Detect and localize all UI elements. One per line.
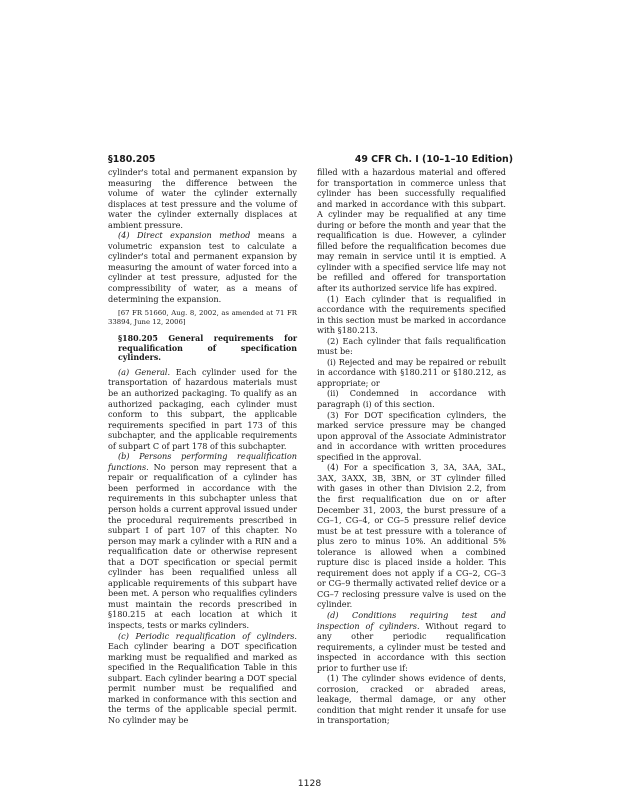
- paragraph-b: [108, 451, 297, 630]
- continued-paragraph: filled with a hazardous material and offered for transportation in commerce unless that cylinder has been successfully requalified and marked in accordance with this subpart. A cylinder may be requalified at any time during or before the month and year that the requalification is due. However, a cylinder filled before the requalification becomes due may remain in service until it is emptied. A cylinder with a specified service life may not be refilled and offered for transportation after its authorized service life has expired.: [317, 167, 506, 294]
- left-column: [108, 167, 297, 725]
- paragraph-c3: (3) For DOT specification cylinders, the marked service pressure may be changed upon approval of the Associate Administrator and in accordance with written procedures specified in the approval.: [317, 409, 506, 462]
- paragraph-d: [317, 610, 506, 673]
- paragraph-c1: (1) Each cylinder that is requalified in accordance with the requirements specified in this section must be marked in accordance with §180.213.: [317, 293, 506, 336]
- continued-paragraph: cylinder's total and permanent expansion by measuring the difference between the volume of water the cylinder externally displaces at test pressure and the volume of water the cylinder externally displaces at ambient pressure.: [108, 167, 297, 230]
- right-column: [317, 167, 506, 726]
- section-number: §180.205: [108, 154, 156, 165]
- page-header-title: 49 CFR Ch. I (10–1–10 Edition): [354, 154, 513, 165]
- paragraph-a: [108, 367, 297, 451]
- paragraph-c4: (4) For a specification 3, 3A, 3AA, 3AL, 3AX, 3AXX, 3B, 3BN, or 3T cylinder filled with gases in other than Division 2.2, from the first requalification due on or after December 31, 2003, the burst pressure of a CG–1, CG–4, or CG–5 pressure relief device must be at test pressure with a tolerance of plus zero to minus 10%. An additional 5% tolerance is allowed when a combined rupture disc is placed inside a holder. This requirement does not apply if a CG–2, CG–3 or CG–9 thermally activated relief device or a CG–7 reclosing pressure valve is used on the cylinder.: [317, 462, 506, 610]
- paragraph-4-label: (4) Direct expansion method: [118, 230, 251, 241]
- paragraph-b-label: (b) Persons performing requalification functions.: [108, 451, 297, 472]
- paragraph-c2: (2) Each cylinder that fails requalification must be:: [317, 335, 506, 357]
- paragraph-4-text: means a volumetric expansion test to calculate a cylinder's total and permanent expansion by measuring the amount of water forced into a cylinder at test pressure, adjusted for the compressibility of water, as a means of determining the expansion.: [108, 230, 297, 304]
- paragraph-d-text: Without regard to any other periodic requalification requirements, a cylinder must be tested and inspected in accordance with this section prior to further use if:: [317, 620, 506, 673]
- paragraph-4: [108, 230, 297, 304]
- paragraph-c2ii: (ii) Condemned in accordance with paragraph (i) of this section.: [317, 388, 506, 410]
- paragraph-b-text: No person may represent that a repair or requalification of a cylinder has been performed in accordance with the requirements in this subchapter unless that person holds a current approval issued under the procedural requirements prescribed in subpart I of part 107 of this chapter. No person may mark a cylinder with a RIN and a requalification date or otherwise represent that a DOT specification or special permit cylinder has been requalified unless all applicable requirements of this subpart have been met. A person who requalifies cylinders must maintain the records prescribed in §180.215 at each location at which it inspects, tests or marks cylinders.: [108, 461, 297, 631]
- paragraph-c-label: (c) Periodic requalification of cylinders.: [118, 630, 297, 641]
- paragraph-a-text: Each cylinder used for the transportation of hazardous materials must be an authorized packaging. To qualify as an authorized packaging, each cylinder must conform to this subpart, the applicable requirements specified in part 173 of this subchapter, and the applicable requirements of subpart C of part 178 of this subchapter.: [108, 366, 297, 451]
- paragraph-c-text: Each cylinder bearing a DOT specification marking must be requalified and marked as specified in the Requalification Table in this subpart. Each cylinder bearing a DOT special permit number must be requalified and marked in conformance with this section and the terms of the applicable special permit. No cylinder may be: [108, 641, 297, 725]
- paragraph-c: [108, 631, 297, 726]
- section-heading: §180.205 General requirements for requalification of specification cylinders.: [118, 334, 297, 363]
- paragraph-c2i: (i) Rejected and may be repaired or rebuilt in accordance with §180.211 or §180.212, as appropriate; or: [317, 356, 506, 388]
- paragraph-a-label: (a) General.: [118, 366, 171, 377]
- citation: [67 FR 51660, Aug. 8, 2002, as amended at 71 FR 33894, June 12, 2006]: [108, 309, 297, 327]
- paragraph-d-label: (d) Conditions requiring test and inspection of cylinders.: [317, 609, 506, 631]
- page-number: 1128: [297, 778, 322, 789]
- paragraph-d1: (1) The cylinder shows evidence of dents, corrosion, cracked or abraded areas, leakage, thermal damage, or any other condition that might render it unsafe for use in transportation;: [317, 673, 506, 726]
